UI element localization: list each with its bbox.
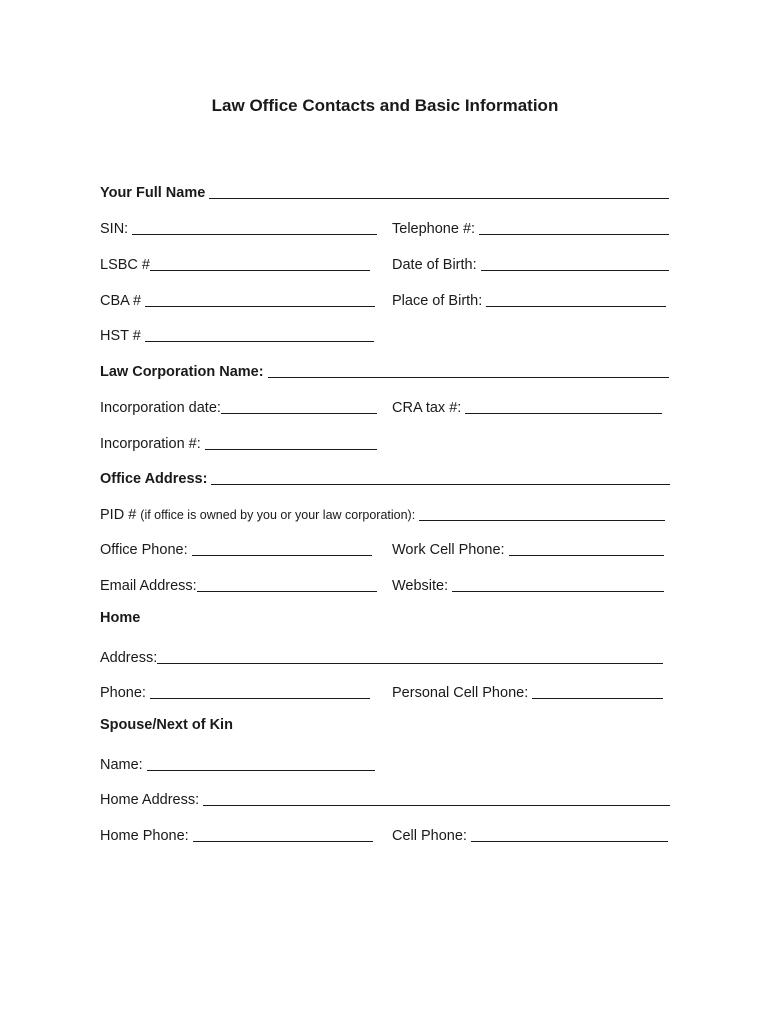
pob-label: Place of Birth:	[392, 293, 483, 309]
incorp-date-field[interactable]	[100, 395, 377, 417]
cra-tax-label: CRA tax #:	[392, 400, 462, 416]
office-address-field[interactable]	[100, 466, 670, 488]
dob-field[interactable]	[392, 252, 669, 274]
kin-name-field[interactable]	[100, 752, 375, 774]
pid-label	[100, 506, 419, 524]
full-name-field[interactable]	[100, 180, 669, 202]
cba-label: CBA #	[100, 293, 142, 309]
incorp-date-label: Incorporation date:	[100, 400, 221, 416]
dob-label: Date of Birth:	[392, 257, 477, 273]
office-phone-field[interactable]	[100, 537, 372, 559]
dob-line[interactable]	[481, 253, 669, 271]
work-cell-line[interactable]	[509, 538, 664, 556]
kin-home-address-field[interactable]	[100, 787, 670, 809]
full-name-label: Your Full Name	[100, 185, 206, 201]
cra-tax-field[interactable]	[392, 395, 662, 417]
full-name-line[interactable]	[209, 181, 669, 199]
pid-note: (if office is owned by you or your law corporation):	[140, 508, 416, 522]
kin-cell-field[interactable]	[392, 823, 668, 845]
office-address-line[interactable]	[211, 467, 670, 485]
incorp-num-line[interactable]	[205, 432, 377, 450]
website-label: Website:	[392, 578, 449, 594]
email-line[interactable]	[197, 574, 377, 592]
cba-field[interactable]	[100, 288, 375, 310]
personal-cell-line[interactable]	[532, 681, 663, 699]
pid-line[interactable]	[419, 503, 665, 521]
office-phone-line[interactable]	[192, 538, 372, 556]
incorp-num-label: Incorporation #:	[100, 436, 201, 452]
work-cell-label: Work Cell Phone:	[392, 542, 505, 558]
spouse-heading: Spouse/Next of Kin	[100, 717, 233, 733]
hst-field[interactable]	[100, 323, 374, 345]
hst-label: HST #	[100, 328, 141, 344]
office-address-label: Office Address:	[100, 471, 208, 487]
document-title: Law Office Contacts and Basic Information	[211, 96, 559, 115]
personal-cell-label: Personal Cell Phone:	[392, 685, 529, 701]
lsbc-field[interactable]	[100, 252, 370, 274]
cba-line[interactable]	[145, 289, 375, 307]
website-field[interactable]	[392, 573, 664, 595]
law-corp-name-field[interactable]	[100, 359, 669, 381]
home-phone-label: Phone:	[100, 685, 146, 701]
pob-line[interactable]	[486, 289, 666, 307]
telephone-line[interactable]	[479, 217, 669, 235]
law-corp-name-label: Law Corporation Name:	[100, 364, 264, 380]
sin-label: SIN:	[100, 221, 129, 237]
law-corp-name-line[interactable]	[268, 360, 669, 378]
home-phone-field[interactable]	[100, 680, 370, 702]
home-address-line[interactable]	[157, 646, 663, 664]
home-heading: Home	[100, 610, 141, 626]
sin-field[interactable]	[100, 216, 377, 238]
kin-cell-line[interactable]	[471, 824, 668, 842]
kin-name-line[interactable]	[147, 753, 375, 771]
pid-prefix: PID #	[100, 507, 141, 523]
personal-cell-field[interactable]	[392, 680, 663, 702]
email-field[interactable]	[100, 573, 377, 595]
hst-line[interactable]	[145, 324, 374, 342]
pob-field[interactable]	[392, 288, 666, 310]
sin-line[interactable]	[132, 217, 377, 235]
kin-home-phone-line[interactable]	[193, 824, 373, 842]
lsbc-label: LSBC #	[100, 257, 150, 273]
home-address-label: Address:	[100, 650, 158, 666]
kin-cell-label: Cell Phone:	[392, 828, 467, 844]
telephone-label: Telephone #:	[392, 221, 476, 237]
home-address-field[interactable]	[100, 645, 663, 667]
lsbc-line[interactable]	[150, 253, 370, 271]
kin-home-address-label: Home Address:	[100, 792, 200, 808]
cra-tax-line[interactable]	[465, 396, 662, 414]
kin-home-phone-label: Home Phone:	[100, 828, 189, 844]
website-line[interactable]	[452, 574, 664, 592]
kin-home-phone-field[interactable]	[100, 823, 373, 845]
incorp-date-line[interactable]	[221, 396, 377, 414]
telephone-field[interactable]	[392, 216, 669, 238]
kin-name-label: Name:	[100, 757, 143, 773]
work-cell-field[interactable]	[392, 537, 664, 559]
office-phone-label: Office Phone:	[100, 542, 188, 558]
pid-field[interactable]	[100, 502, 665, 524]
kin-home-address-line[interactable]	[203, 788, 670, 806]
incorp-num-field[interactable]	[100, 431, 377, 453]
home-phone-line[interactable]	[150, 681, 370, 699]
email-label: Email Address:	[100, 578, 197, 594]
